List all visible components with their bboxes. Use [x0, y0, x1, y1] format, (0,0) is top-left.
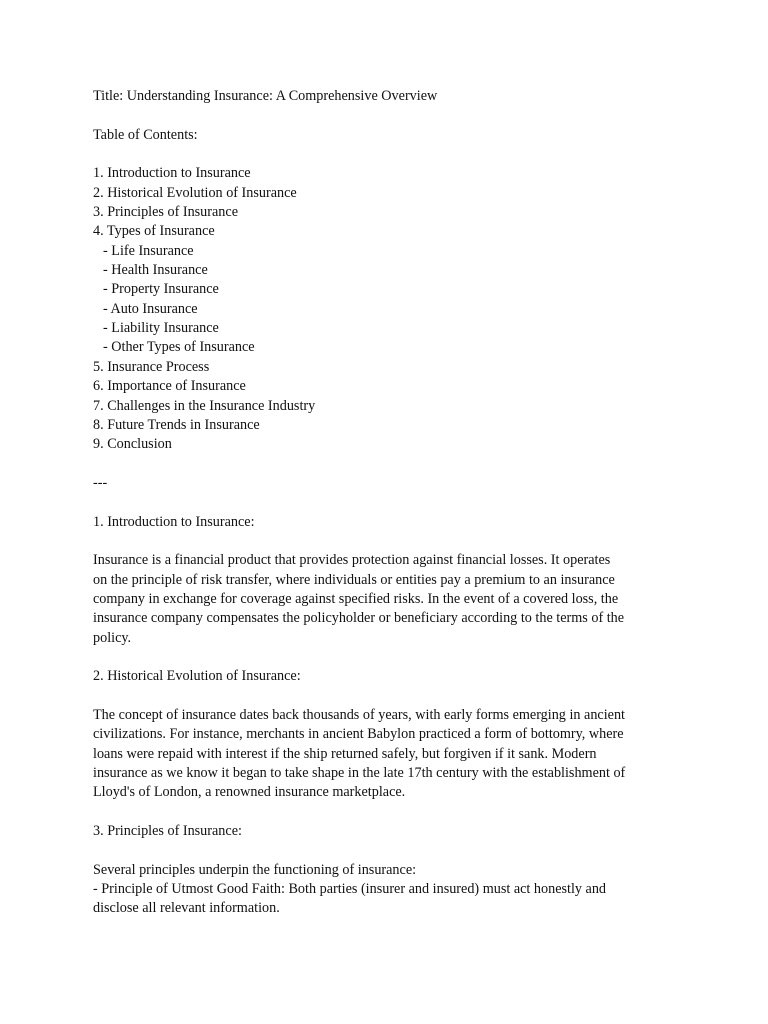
document-title: Title: Understanding Insurance: A Comprehensive Overview [93, 88, 438, 104]
spacer [93, 455, 693, 474]
body-line: Several principles underpin the functioning of insurance: [93, 861, 417, 878]
section-heading: 2. Historical Evolution of Insurance: [93, 668, 301, 685]
toc-item: 3. Principles of Insurance [93, 204, 238, 221]
spacer [93, 145, 693, 164]
toc-item: 7. Challenges in the Insurance Industry [93, 397, 316, 414]
toc-item: 8. Future Trends in Insurance [93, 416, 260, 433]
toc-subitem: - Auto Insurance [103, 300, 198, 317]
spacer [93, 532, 693, 551]
toc-subitem: - Life Insurance [103, 242, 194, 259]
document-page [93, 87, 693, 919]
section-heading: 3. Principles of Insurance: [93, 823, 242, 840]
toc-item: 9. Conclusion [93, 436, 172, 453]
body-line: insurance as we know it began to take shape in the late 17th century with the establishment of [93, 765, 626, 782]
toc-item: 4. Types of Insurance [93, 223, 215, 240]
body-line: - Principle of Utmost Good Faith: Both parties (insurer and insured) must act honestly and [93, 881, 607, 898]
toc-subitem: - Liability Insurance [103, 320, 219, 337]
body-line: insurance company compensates the policyholder or beneficiary according to the terms of the [93, 610, 625, 627]
body-line: company in exchange for coverage against specified risks. In the event of a covered loss, the [93, 590, 619, 607]
spacer [93, 803, 693, 822]
body-line: Insurance is a financial product that provides protection against financial losses. It operates [93, 552, 611, 569]
body-line: on the principle of risk transfer, where individuals or entities pay a premium to an insurance [93, 571, 615, 588]
body-line: disclose all relevant information. [93, 900, 280, 917]
spacer [93, 106, 693, 125]
toc-subitem: - Health Insurance [103, 262, 208, 279]
toc-subitem: - Other Types of Insurance [103, 339, 255, 356]
toc-item: 1. Introduction to Insurance [93, 165, 251, 182]
section-separator: --- [93, 474, 108, 491]
toc-item: 6. Importance of Insurance [93, 378, 246, 395]
body-line: The concept of insurance dates back thousands of years, with early forms emerging in ancient [93, 707, 625, 723]
spacer [93, 687, 693, 706]
spacer [93, 493, 693, 512]
spacer [93, 648, 693, 667]
body-line: civilizations. For instance, merchants in ancient Babylon practiced a form of bottomry, where [93, 726, 624, 743]
section-heading: 1. Introduction to Insurance: [93, 513, 255, 530]
spacer [93, 841, 693, 860]
toc-subitem: - Property Insurance [103, 281, 219, 298]
toc-item: 5. Insurance Process [93, 358, 210, 375]
body-line: loans were repaid with interest if the ship returned safely, but forgiven if it sank. Modern [93, 745, 597, 762]
body-line: policy. [93, 629, 132, 646]
body-line: Lloyd's of London, a renowned insurance marketplace. [93, 784, 406, 801]
toc-item: 2. Historical Evolution of Insurance [93, 184, 297, 201]
toc-heading: Table of Contents: [93, 126, 198, 143]
